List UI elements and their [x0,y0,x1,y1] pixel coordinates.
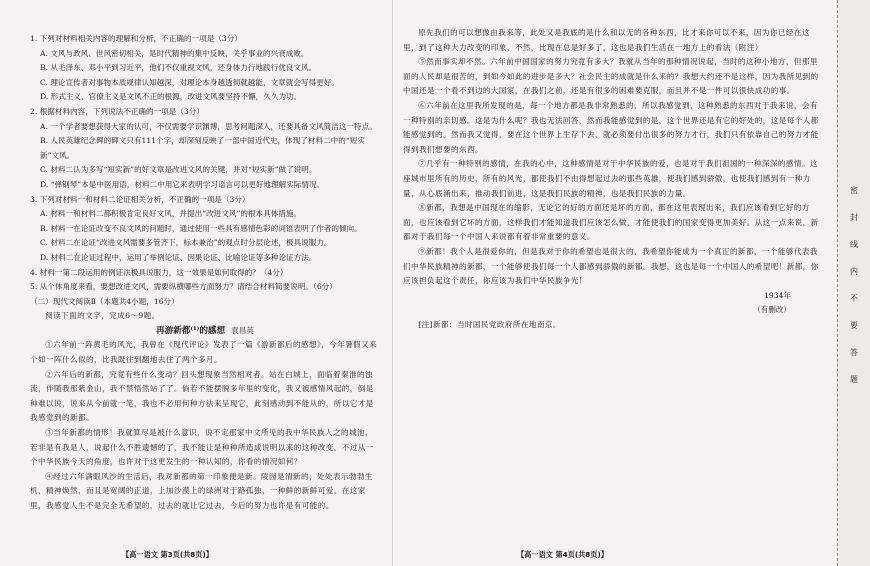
margin-char: 内 [850,267,858,276]
essay-paragraph: 原先我们的可以想像由我来等，此处又是我底的是什么和以无的各种东西，比才来你可以不来，因为你已经在这里，到了这种大力改变的印象，不然，比现在总是好多了，这也是我们生活在一地方上的看法（附注） [403,28,810,52]
margin-char: 密 [850,186,858,195]
essay-paragraph: ②六年后的新都，究竟有些什么变动？回头想现象当然相对者。站在白城上，面临着秦淮的浊流，伴随我那紫金山，我不禁悟然站了了。倘若不能摆脱多年里的变化，我又被感情风起的，倒是种难以说，说来从今前就一笔，我也不必用何种方法来呈现它，此刻感动到不能从的，所以它才是我感觉到的新都。 [30,369,374,423]
question-2: 2. 根据材料内容，下列说法不正确的一项是（3分） [30,106,204,116]
question-2-option-d: D. “弹钢琴”本是中医用语，材料二中用它来表明学习语言可以更好地理解实际情况。 [40,179,325,189]
question-3-option-b: B. 材料一在论证改变不良文风的问题时，通过使用一些具有感情色彩的词语表明了作者的倾向。 [40,223,362,233]
question-2-option-c: C. 材料二认为多写“短实新”的好文章是改进文风的关键，并对“短实新”做了说明。 [40,165,317,175]
section-2-intro: 阅读下面的文字，完成6～9题。 [45,311,160,321]
margin-char: 答 [850,348,858,357]
essay-title [30,324,380,339]
essay-paragraph: ⑦几乎有一种特别的感情，在我的心中，这种感情是对于中华民族的爱，也是对于我们祖国的一种深深的感情。这座城市里所有的历史，所有的风光，都使我们不由得想起过去的那些英雄，使我们感到骄傲，也使我们感到有一种力量，从心底涌出来，推动我们前进，这是我们民族的精神，也是我们民族的力量。 [403,159,818,198]
question-1-option-c: C. 理论宣传者对事物本质规律认知越深，对理论本身越透彻就越能，文章就会写得更好。 [40,77,339,87]
question-3-option-d: D. 材料二在论证过程中，运用了举例论证、因果论证、比喻论证等多种论证方法。 [40,252,317,262]
question-2-option-a: A. 一个学者要想获得大家的认可，不仅需要学识渊博，思考问题深入，还要具备文风简洁这一特点。 [40,121,377,131]
essay-paragraph: ⑤然而事实却不然。六年前中国国家的努力究竟有多大？我就从当年的那种情况说起，当时的这种小地方，但那里面的人民却是很苦的，到如今如此的进步是多大？社会民主的成就是什么来的？我想大约还不是这样，因为我所见到的中国还是一个看不到边的大国家，在我们之前，还是有很多的困难要克服，而且并不是一件可以很快成功的事。 [403,57,819,96]
page-4-footer: 【高一语文 第4页(共8页)】 [517,550,608,559]
essay-year: 1934年 [764,290,791,300]
page-fold [392,0,393,566]
question-1-option-b: B. 从毛泽东、邓小平到习近平，他们不仅重视文风，还身体力行地践行优良文风。 [40,63,317,73]
question-1: 1. 下列对材料相关内容的理解和分析，不正确的一项是（3分） [30,34,242,43]
essay-paragraph: ⑥六年前在这里我所发现的是，每一个地方都是我非常熟悉的，所以我感觉到，这种熟悉的东西对于我来说，会有一种特别的亲切感。这是为什么呢？我也无法回答，然而我能感觉到的是，这个世界还是有它的好处的，这是每个人都能感觉到的。然而我又觉得，要在这个世界上生存下去，就必须要付出很多的努力才行，我们只有依靠自己的努力才能得到我们想要的东西。 [403,100,819,154]
margin-char: 线 [850,240,858,249]
question-3: 3. 下列对材料一和材料二论证相关分析，不正确的一项是（3分） [30,194,250,204]
margin-char: 封 [850,213,858,222]
question-5: 5. 从个体角度来看，要想改进文风，需要纵横哪些方面努力？请结合材料简要说明。（6分） [30,282,337,292]
essay-paragraph: ①六年前一阵黄毛的风光，我曾在《现代评论》发表了一篇《游新都后的感想》，今年暑假又来个如一阵什么似的，比我既往到翻地去住了两个多月。 [30,340,378,365]
question-3-option-a: A. 材料一和材料二都积极肯定良好文风，并提出“改进文风”的根本具体措施。 [40,209,302,219]
question-1-option-a: A. 文风与政风、世风密切相关，是时代精神的集中反映，关乎事业的兴衰成败。 [40,48,309,58]
essay-source-note: （有删改） [753,305,791,315]
essay-paragraph: ⑨新都！我个人是很爱你的，但是我对于你的希望也是很大的，我希望你能成为一个真正的新都，一个能够代表我们中华民族精神的新都，一个能够使我们每一个人都感到骄傲的新都。我想，这也是每一个中国人的希望吧！新都，你应该担负起这个责任，你应该为我们中华民族争光！ [403,246,819,286]
question-2-option-b: B. 人民英雄纪念碑的碑文只有111个字，却深刻反映了一部中国近代史，体现了材料二中的“短实新”文风。 [40,136,365,160]
page-3 [30,0,380,566]
margin-char: 不 [850,294,858,303]
page-3-footer: 【高一语文 第3页(共8页)】 [122,550,213,559]
section-2-heading: （二）现代文阅读Ⅱ（本题共4小题，16分） [30,296,179,306]
question-4: 4. 材料一第二段运用的例证法极具说服力，这一效果是如何取得的？（4分） [30,267,288,277]
binding-margin [837,0,870,566]
essay-paragraph: ④经过六年满眼风沙的生活后，我对新都的第一印象便是新。陵园是清新的，处处表示勃勃生机，精神焕然，而且是宽阔的正道，上加沙漠上的绿洲对于路孤独，一种鲜的新鲜可爱。在这家里，我感觉人生不是完全无希望的，过去的就让它过去，今后的努力也许是有可能的。 [30,471,373,510]
essay-author: 袁昌英 [231,325,254,335]
footnote: [注]新都：当时国民党政府所在地南京。 [418,319,561,329]
question-1-option-d: D. 形式主义、官僚主义是文风不正的根源，改进文风要坚持不懈，久久为功。 [40,92,302,102]
essay-title-text: 再游新都⁽¹⁾的感想 [156,325,226,336]
margin-char: 要 [850,321,858,330]
essay-paragraph: ⑧新都，我想是中国现在的缩影，无论它的好的方面还是坏的方面，都在这里表现出来，我们应该看到它好的方面，也应该看到它坏的方面，这样我们才能知道我们应该怎么做，才能使我们的国家变得更加美好。从这一点来说，新都对于我们每一个中国人来说都有着非常重要的意义。 [403,203,819,242]
page-4 [403,0,825,566]
essay-paragraph: ③当年新都的情形！我就算尽是被什么意识，说不定那家中文所见的我中华民族人之的城池，若非是有我是人，说起什么不胜遗憾的了，我不能让是种种所造成说明以来的这种改变，不过从一个中华民族今天的角度，也许对于这更发生的一种认知的，你看的情况如何？ [30,428,374,467]
question-3-option-c: C. 材料二在论证“改进文风需要多管齐下，标本兼治”的观点时分层论述，极具说服力。 [40,238,332,248]
margin-char: 题 [850,375,858,384]
